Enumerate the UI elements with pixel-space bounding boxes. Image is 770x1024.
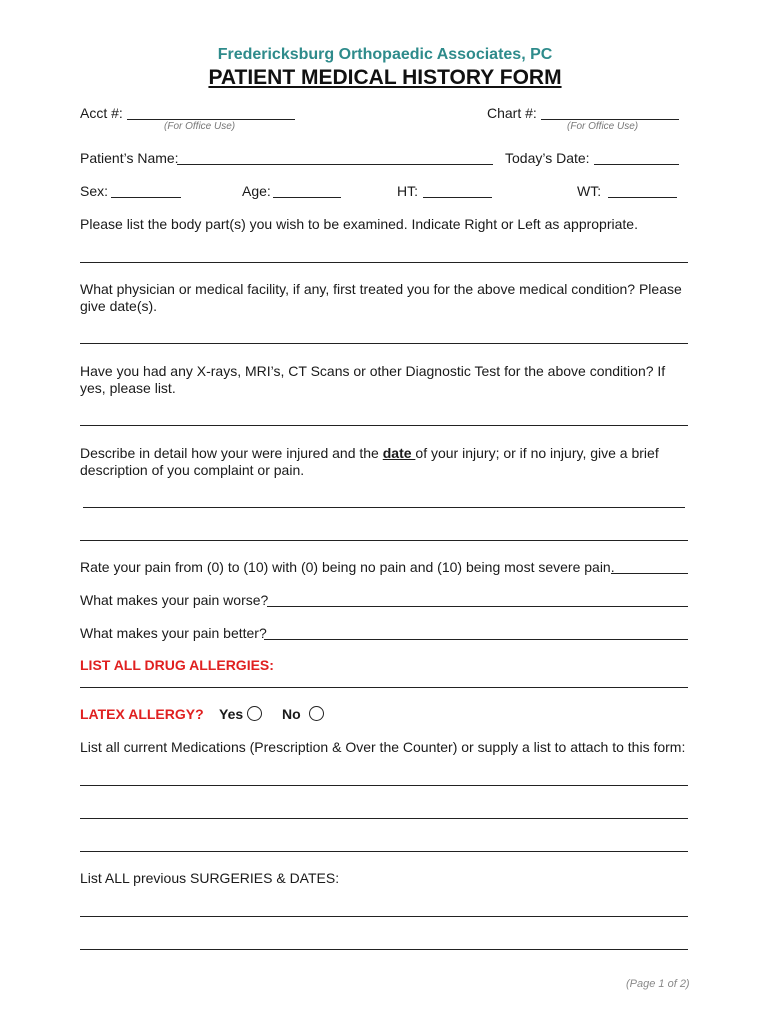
medications-question: List all current Medications (Prescription & Over the Counter) or supply a list to attach to this form:: [80, 739, 686, 755]
chart-label: Chart #:: [487, 105, 537, 121]
diagnostics-question: Have you had any X-rays, MRI’s, CT Scans or other Diagnostic Test for the above condition? If yes, please list.: [80, 363, 666, 396]
diagnostics-answer-line[interactable]: [80, 425, 688, 426]
body-parts-question: Please list the body part(s) you wish to be examined. Indicate Right or Left as appropriate.: [80, 216, 638, 232]
wt-field[interactable]: [608, 197, 677, 198]
todays-date-label: Today’s Date:: [505, 150, 590, 166]
chart-field[interactable]: [541, 119, 679, 120]
physician-question: What physician or medical facility, if any, first treated you for the above medical condition? Please give date(s).: [80, 281, 682, 314]
pain-worse-question: What makes your pain worse?: [80, 592, 269, 608]
page-number: (Page 1 of 2): [626, 978, 690, 990]
latex-no-radio[interactable]: [309, 706, 324, 721]
sex-label: Sex:: [80, 183, 109, 199]
surgeries-answer-line-2[interactable]: [80, 949, 688, 950]
pain-rating-question: Rate your pain from (0) to (10) with (0) being no pain and (10) being most severe pain.: [80, 559, 615, 575]
form-title: PATIENT MEDICAL HISTORY FORM: [208, 66, 562, 89]
injury-date-emphasis: date: [382, 445, 416, 461]
acct-field[interactable]: [127, 119, 295, 120]
organization-name: Fredericksburg Orthopaedic Associates, PC: [217, 46, 553, 63]
surgeries-answer-line-1[interactable]: [80, 916, 688, 917]
latex-no-label: No: [282, 706, 301, 722]
injury-question: [80, 445, 670, 479]
pain-worse-field[interactable]: [267, 606, 688, 607]
acct-label: Acct #:: [80, 105, 123, 121]
wt-label: WT:: [577, 183, 602, 199]
pain-better-question: What makes your pain better?: [80, 625, 267, 641]
pain-better-field[interactable]: [264, 639, 688, 640]
medications-answer-line-2[interactable]: [80, 818, 688, 819]
medications-answer-line-3[interactable]: [80, 851, 688, 852]
drug-allergies-answer-line[interactable]: [80, 687, 688, 688]
injury-question-start: Describe in detail how your were injured and the: [80, 445, 383, 461]
sex-field[interactable]: [111, 197, 181, 198]
latex-yes-label: Yes: [219, 706, 244, 722]
acct-hint: (For Office Use): [164, 121, 236, 132]
age-field[interactable]: [273, 197, 341, 198]
injury-answer-line-1[interactable]: [83, 507, 685, 508]
injury-question-end: of your injury; or if no injury, give a brief description of you complaint or pain.: [80, 445, 659, 478]
physician-answer-line[interactable]: [80, 343, 688, 344]
pain-rating-field[interactable]: [611, 573, 688, 574]
latex-allergy-label: LATEX ALLERGY?: [80, 706, 204, 722]
ht-label: HT:: [397, 183, 418, 199]
surgeries-question: List ALL previous SURGERIES & DATES:: [80, 870, 340, 886]
body-parts-answer-line[interactable]: [80, 262, 688, 263]
todays-date-field[interactable]: [594, 164, 679, 165]
age-label: Age:: [242, 183, 271, 199]
injury-answer-line-2[interactable]: [80, 540, 688, 541]
chart-hint: (For Office Use): [567, 121, 639, 132]
latex-yes-radio[interactable]: [247, 706, 262, 721]
patient-name-label: Patient’s Name:: [80, 150, 179, 166]
drug-allergies-label: LIST ALL DRUG ALLERGIES:: [80, 657, 274, 673]
ht-field[interactable]: [423, 197, 492, 198]
medications-answer-line-1[interactable]: [80, 785, 688, 786]
patient-name-field[interactable]: [177, 164, 493, 165]
